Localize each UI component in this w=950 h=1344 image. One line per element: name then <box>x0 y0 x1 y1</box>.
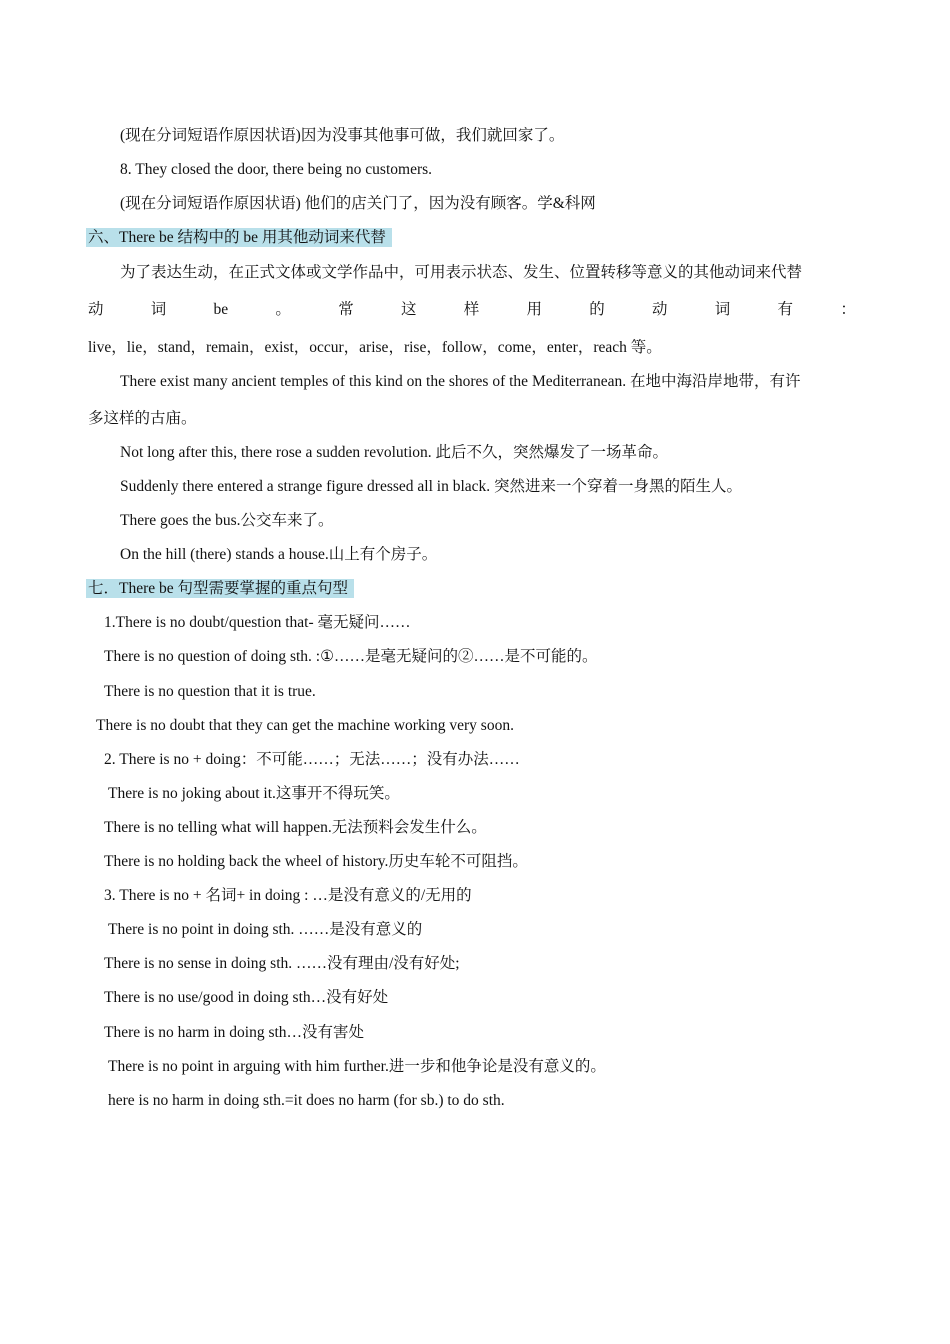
section-heading-6 <box>86 228 392 248</box>
pattern-line: There is no harm in doing sth…没有害处 <box>104 1024 365 1041</box>
example-line: There goes the bus.公交车来了。 <box>120 512 334 529</box>
text-line: (现在分词短语作原因状语) 他们的店关门了，因为没有顾客。学&科网 <box>120 195 596 212</box>
paragraph-line: 为了表达生动，在正式文体或文学作品中，可用表示状态、发生、位置转移等意义的其他动词来代替 <box>120 264 803 281</box>
paragraph-line: live，lie，stand，remain，exist，occur，arise，rise，follow，come，enter，reach 等。 <box>88 339 662 356</box>
pattern-line: There is no question of doing sth. :①……是毫无疑问的②……是不可能的。 <box>104 648 598 665</box>
pattern-line: There is no point in arguing with him further.进一步和他争论是没有意义的。 <box>108 1058 606 1075</box>
justified-char: be <box>213 301 229 318</box>
pattern-line: 1.There is no doubt/question that- 毫无疑问…… <box>104 614 411 631</box>
section-heading-7 <box>86 579 354 599</box>
example-line: 多这样的古庙。 <box>88 410 197 427</box>
justified-char: 词 <box>714 301 731 318</box>
justified-char: 有 <box>777 301 794 318</box>
text-line: 8. They closed the door, there being no customers. <box>120 161 433 178</box>
pattern-line: 2. There is no + doing：不可能……；无法……；没有办法…… <box>104 751 520 768</box>
pattern-line: here is no harm in doing sth.=it does no harm (for sb.) to do sth. <box>108 1092 505 1109</box>
justified-char: 动 <box>652 301 668 318</box>
justified-char: 常 <box>338 301 354 318</box>
justified-char: 动 <box>88 301 104 318</box>
heading-text: 七．There be 句型需要掌握的重点句型 <box>86 579 354 598</box>
justified-char: 词 <box>150 301 167 318</box>
pattern-line: There is no joking about it.这事开不得玩笑。 <box>108 785 400 802</box>
pattern-line: There is no question that it is true. <box>104 683 316 700</box>
justified-char: 这 <box>400 301 417 318</box>
example-line: Suddenly there entered a strange figure dressed all in black. 突然进来一个穿着一身黑的陌生人。 <box>120 478 743 495</box>
pattern-line: There is no telling what will happen.无法预料会发生什么。 <box>104 819 487 836</box>
example-line: On the hill (there) stands a house.山上有个房子。 <box>120 546 438 563</box>
example-line: There exist many ancient temples of this kind on the shores of the Mediterranean. 在地中海沿岸地带，有许 <box>120 373 801 390</box>
text-line: (现在分词短语作原因状语)因为没事其他事可做，我们就回家了。 <box>120 127 565 144</box>
justified-char: 样 <box>463 301 480 318</box>
pattern-line: There is no holding back the wheel of history.历史车轮不可阻挡。 <box>104 853 528 870</box>
justified-char: ： <box>840 301 856 318</box>
pattern-line: 3. There is no + 名词+ in doing : …是没有意义的/无用的 <box>104 887 472 904</box>
heading-text: 六、There be 结构中的 be 用其他动词来代替 <box>86 228 392 247</box>
justified-char: 。 <box>275 301 291 318</box>
justified-line <box>88 300 856 320</box>
pattern-line: There is no doubt that they can get the machine working very soon. <box>96 717 514 734</box>
pattern-line: There is no use/good in doing sth…没有好处 <box>104 989 389 1006</box>
pattern-line: There is no sense in doing sth. ……没有理由/没有好处; <box>104 955 460 972</box>
justified-char: 用 <box>526 301 542 318</box>
pattern-line: There is no point in doing sth. ……是没有意义的 <box>108 921 423 938</box>
justified-char: 的 <box>589 301 605 318</box>
example-line: Not long after this, there rose a sudden revolution. 此后不久，突然爆发了一场革命。 <box>120 444 669 461</box>
